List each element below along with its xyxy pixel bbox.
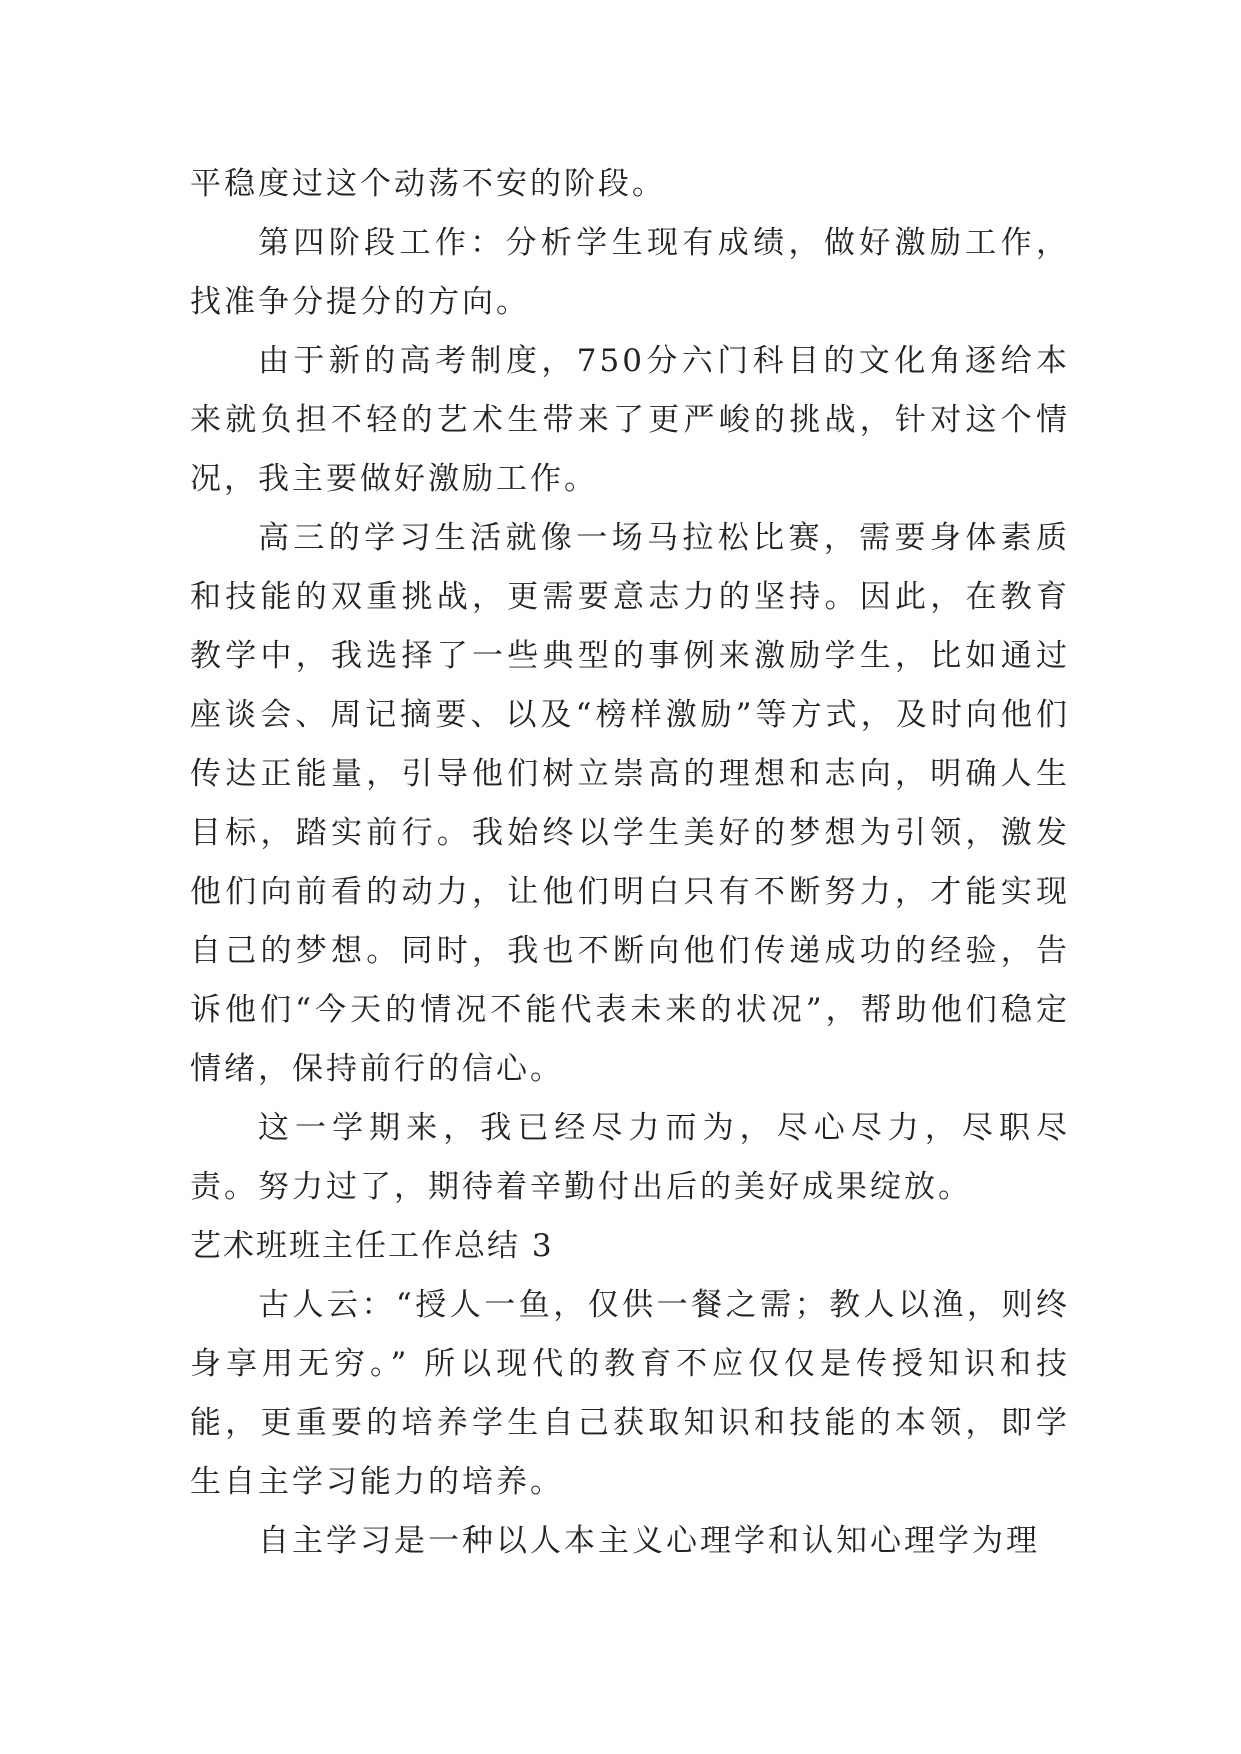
paragraph: 平稳度过这个动荡不安的阶段。 (190, 166, 666, 202)
section-heading: 艺术班班主任工作总结 3 (190, 1228, 554, 1264)
paragraph: 高三的学习生活就像一场马拉松比赛，需要身体素质和技能的双重挑战，更需要意志力的坚持。因此，在教育教学中，我选择了一些典型的事例来激励学生，比如通过座谈会、周记摘要、以及“榜样激励”等方式，及时向他们传达正能量，引导他们树立崇高的理想和志向，明确人生目标，踏实前行。我始终以学生美好的梦想为引领，激发他们向前看的动力，让他们明白只有不断努力，才能实现自己的梦想。同时，我也不断向他们传递成功的经验，告诉他们“今天的情况不能代表未来的状况”，帮助他们稳定情绪，保持前行的信心。 (190, 520, 1070, 1087)
paragraph: 这一学期来，我已经尽力而为，尽心尽力，尽职尽责。努力过了，期待着辛勤付出后的美好成果绽放。 (190, 1110, 1070, 1205)
paragraph: 由于新的高考制度，750分六门科目的文化角逐给本来就负担不轻的艺术生带来了更严峻的挑战，针对这个情况，我主要做好激励工作。 (190, 343, 1070, 497)
paragraph: 古人云：“授人一鱼，仅供一餐之需；教人以渔，则终身享用无穷。” 所以现代的教育不应仅仅是传授知识和技能，更重要的培养学生自己获取知识和技能的本领，即学生自主学习能力的培养。 (190, 1287, 1070, 1500)
paragraph: 自主学习是一种以人本主义心理学和认知心理学为理 (258, 1523, 1040, 1559)
document-body (190, 155, 1070, 1571)
paragraph: 第四阶段工作：分析学生现有成绩，做好激励工作，找准争分提分的方向。 (190, 225, 1070, 320)
